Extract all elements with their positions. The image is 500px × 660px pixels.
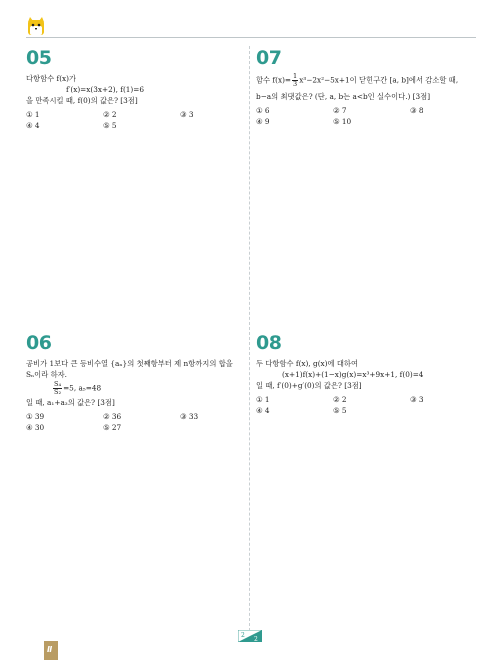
stem-line: 을 만족시킬 때, f(0)의 값은? [3점] <box>26 96 138 105</box>
choice-3[interactable]: ③ 8 <box>410 106 424 115</box>
tiger-logo-icon <box>26 16 46 36</box>
choice-4[interactable]: ④ 30 <box>26 423 45 432</box>
choice-1[interactable]: ① 6 <box>256 106 270 115</box>
answer-choices <box>256 105 478 127</box>
stem-line: Sₙ이라 하자. <box>26 370 67 379</box>
equation-line <box>26 381 244 396</box>
fraction-numerator: S₄ <box>54 380 62 388</box>
question-stem <box>26 358 244 408</box>
choice-4[interactable]: ④ 4 <box>26 121 40 130</box>
stem-line: 두 다항함수 f(x), g(x)에 대하여 <box>256 359 359 368</box>
question-number: 07 <box>256 47 282 69</box>
choice-1[interactable]: ① 1 <box>256 395 270 404</box>
equation-text: =5, a₅=48 <box>63 383 102 393</box>
choice-5[interactable]: ⑤ 27 <box>103 423 122 432</box>
column-divider <box>249 46 250 636</box>
stem-line: 다항함수 f(x)가 <box>26 74 77 83</box>
choice-2[interactable]: ② 7 <box>333 106 347 115</box>
fraction <box>292 73 298 88</box>
page-number: 2 <box>241 632 245 639</box>
stem-line <box>256 73 478 88</box>
header-rule <box>26 37 476 38</box>
question-number: 08 <box>256 332 282 354</box>
choice-4[interactable]: ④ 9 <box>256 117 270 126</box>
stem-line: 일 때, f′(0)+g′(0)의 값은? [3점] <box>256 381 362 390</box>
question-stem <box>256 73 478 102</box>
answer-choices <box>26 109 241 131</box>
choice-1[interactable]: ① 1 <box>26 110 40 119</box>
choice-2[interactable]: ② 2 <box>333 395 347 404</box>
answer-choices <box>256 394 478 416</box>
fraction-denominator: S₂ <box>54 388 62 396</box>
stem-line: 일 때, a₁+a₃의 값은? [3점] <box>26 398 115 407</box>
choice-5[interactable]: ⑤ 5 <box>333 406 347 415</box>
question-stem <box>26 73 241 106</box>
equation-line: (x+1)f(x)+(1−x)g(x)=x³+9x+1, f(0)=4 <box>282 370 424 379</box>
question-08 <box>256 333 478 416</box>
question-07 <box>256 48 478 127</box>
choice-2[interactable]: ② 2 <box>103 110 117 119</box>
page-number-badge-text: 2 <box>254 636 258 642</box>
choice-1[interactable]: ① 39 <box>26 412 45 421</box>
stem-line: 공비가 1보다 큰 등비수열 {aₙ}의 첫째항부터 제 n항까지의 합을 <box>26 359 233 368</box>
question-stem <box>256 358 478 391</box>
choice-3[interactable]: ③ 3 <box>410 395 424 404</box>
stem-text: 함수 f(x)= <box>256 75 292 85</box>
chapter-tab-label: Ⅱ <box>47 645 53 654</box>
question-number: 05 <box>26 47 52 69</box>
question-number: 06 <box>26 332 52 354</box>
chapter-tab <box>44 641 58 660</box>
choice-5[interactable]: ⑤ 5 <box>103 121 117 130</box>
fraction-denominator: 3 <box>293 80 298 88</box>
choice-3[interactable]: ③ 3 <box>180 110 194 119</box>
fraction <box>53 381 62 396</box>
stem-text: x³−2x²−5x+1이 닫힌구간 [a, b]에서 감소할 때, <box>299 75 459 85</box>
answer-choices <box>26 411 244 433</box>
stem-line: b−a의 최댓값은? (단, a, b는 a<b인 실수이다.) [3점] <box>256 92 431 101</box>
equation-line: f′(x)=x(3x+2), f(1)=6 <box>66 85 145 94</box>
choice-2[interactable]: ② 36 <box>103 412 122 421</box>
choice-5[interactable]: ⑤ 10 <box>333 117 352 126</box>
question-06 <box>26 333 244 433</box>
question-05 <box>26 48 241 131</box>
choice-4[interactable]: ④ 4 <box>256 406 270 415</box>
fraction-numerator: 1 <box>293 72 298 80</box>
page-number-badge <box>238 627 262 642</box>
choice-3[interactable]: ③ 33 <box>180 412 199 421</box>
